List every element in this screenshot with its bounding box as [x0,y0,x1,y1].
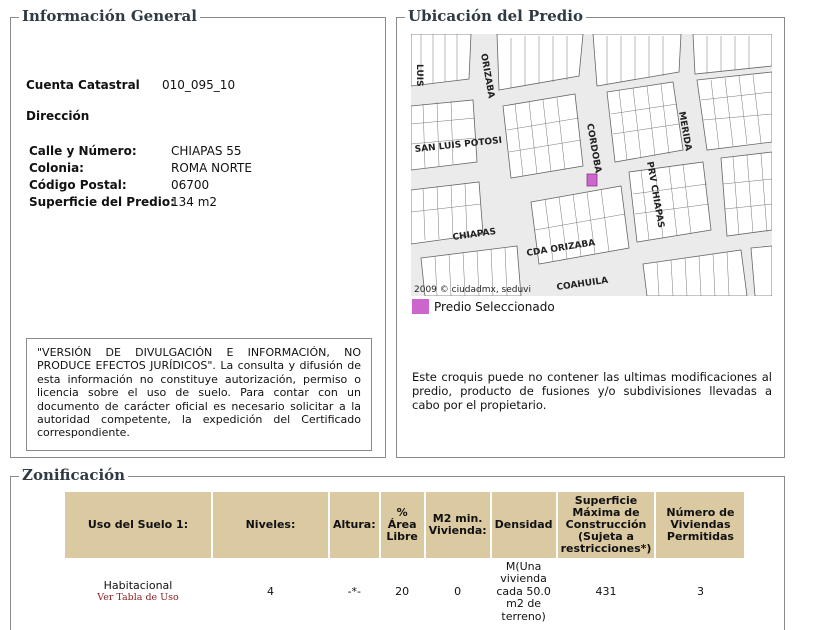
cell-uso [65,558,211,626]
cuenta-catastral-label: Cuenta Catastral [26,78,140,92]
field-label: Colonia: [29,161,84,175]
ver-tabla-uso-link[interactable]: Ver Tabla de Uso [97,592,179,603]
location-map[interactable] [411,34,772,296]
zonificacion-panel [10,466,785,630]
street-orizaba-label: ORIZABA [478,52,496,100]
superficie-row [29,194,252,211]
info-general-panel [10,7,386,458]
street-chiapas-label: CHIAPAS [452,226,497,243]
cell-superficie: 431 [595,584,617,598]
street-cda-orizaba-label: CDA ORIZABA [525,238,597,259]
ubicacion-panel [396,7,785,458]
field-value: 134 m2 [171,195,218,209]
colonia-row [29,160,252,177]
selected-lot [587,174,597,186]
street-prv-chiapas-label: PRV CHIAPAS [644,160,666,229]
legal-disclaimer: "VERSIÓN DE DIVULGACIÓN E INFORMACIÓN, NO PRODUCE EFECTOS JURÍDICOS". La consulta y difusión de esta información no constituye autorización, permiso o licencia sobre el uso de suelo. Para contar con un documento de carácter oficial es necesario solicitar a la autoridad competente, la expedición del Certificado correspondiente. [26,338,372,451]
street-merida-label: MERIDA [676,110,693,152]
street-coahuila-label: COAHUILA [556,275,609,293]
field-value: CHIAPAS 55 [171,144,242,158]
cell-altura: -*- [347,584,362,598]
table-header-row [65,492,744,558]
street-san-luis-potosi-label: SAN LUIS POTOSI [414,135,503,155]
street-cordoba-label: CORDOBA [584,122,603,174]
cell-niveles: 4 [267,584,274,598]
header-densidad: Densidad [492,492,556,558]
map-copyright: 2009 © ciudadmx, seduvi [414,285,532,295]
map-note: Este croquis puede no contener las ultimas modificaciones al predio, producto de fusiones y/o subdivisiones llevadas a cabo por el propietario. [412,370,772,412]
field-value: 06700 [171,178,210,192]
header-uso: Uso del Suelo 1: [65,492,211,558]
direccion-heading: Dirección [26,109,90,123]
header-superficie: Superficie Máxima de Construcción (Sujeta a restricciones*) [558,492,655,558]
cuenta-catastral-value: 010_095_10 [162,78,236,92]
info-general-legend: Información General [19,7,200,25]
zonificacion-legend: Zonificación [19,466,128,484]
cell-viviendas: 3 [696,584,704,598]
street-luis-label: LUIS [414,64,424,87]
selected-lot-swatch [412,299,429,314]
selected-lot-legend [412,299,555,314]
direccion-table [29,143,252,211]
selected-lot-legend-label: Predio Seleccionado [434,299,555,314]
cell-m2-min: 0 [454,584,462,598]
header-altura: Altura: [330,492,379,558]
header-niveles: Niveles: [213,492,328,558]
field-label: Código Postal: [29,178,127,192]
uso-value: Habitacional [103,578,173,592]
header-viviendas: Número de Viviendas Permitidas [656,492,744,558]
field-label: Superficie del Predio: [29,195,175,209]
map-svg [411,34,772,296]
field-value: ROMA NORTE [171,161,252,175]
calle-row [29,143,252,160]
cell-densidad: M(Una vivienda cada 50.0 m2 de terreno) [496,559,551,623]
ubicacion-legend: Ubicación del Predio [405,7,586,25]
cuenta-catastral [26,78,235,92]
table-row [65,558,744,626]
field-label: Calle y Número: [29,144,137,158]
cell-area-libre: 20 [395,584,410,598]
header-area-libre: % Área Libre [381,492,424,558]
header-m2-min: M2 min. Vivienda: [426,492,490,558]
codigo-postal-row [29,177,252,194]
zonificacion-table [63,492,746,626]
